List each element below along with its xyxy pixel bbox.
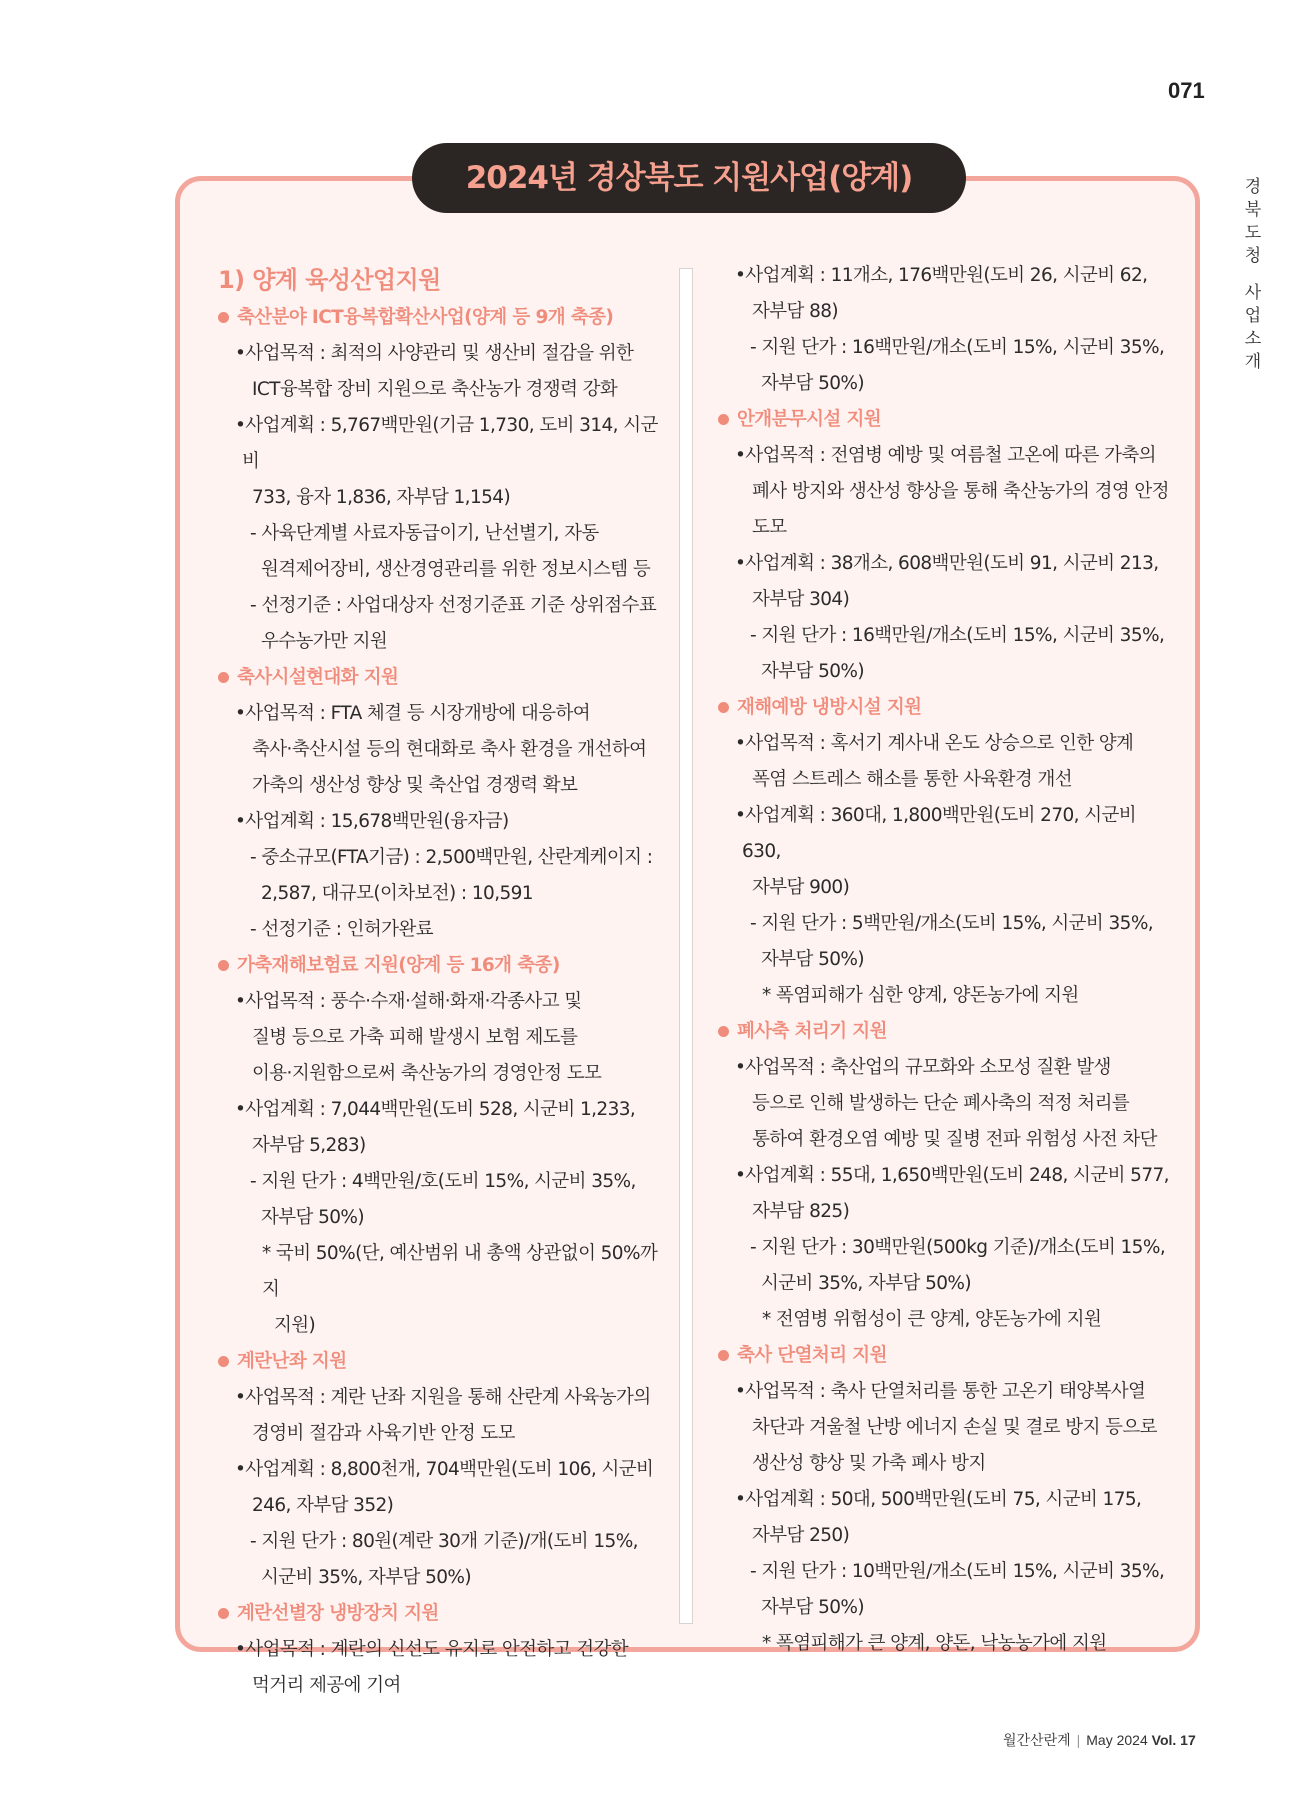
side-char: 경	[1244, 177, 1262, 197]
body-line: - 지원 단가 : 80원(계란 30개 기준)/개(도비 15%,	[250, 1531, 638, 1552]
body-line: 이용·지원함으로써 축산농가의 경영안정 도모	[252, 1063, 602, 1084]
item-heading-text: 계란난좌 지원	[237, 1351, 347, 1372]
body-line: * 전염병 위험성이 큰 양계, 양돈농가에 지원	[762, 1309, 1102, 1330]
body-line: 246, 자부담 352)	[252, 1495, 394, 1516]
body-line: 축사·축산시설 등의 현대화로 축사 환경을 개선하여	[252, 739, 647, 760]
body-line: •사업계획 : 55대, 1,650백만원(도비 248, 시군비 577,	[735, 1165, 1169, 1186]
body-line: •사업계획 : 8,800천개, 704백만원(도비 106, 시군비	[235, 1459, 654, 1480]
item-heading	[218, 300, 673, 336]
item-heading-text: 폐사축 처리기 지원	[737, 1021, 887, 1042]
body-line: 733, 융자 1,836, 자부담 1,154)	[252, 487, 511, 508]
body-line: 경영비 절감과 사육기반 안정 도모	[252, 1423, 515, 1444]
body-line: 지원)	[274, 1315, 316, 1336]
left-column	[218, 258, 673, 1704]
body-line: 자부담 50%)	[761, 1597, 865, 1618]
body-line: 가축의 생산성 향상 및 축산업 경쟁력 확보	[252, 775, 578, 796]
body-line: - 지원 단가 : 30백만원(500kg 기준)/개소(도비 15%,	[750, 1237, 1166, 1258]
body-line: •사업계획 : 50대, 500백만원(도비 75, 시군비 175,	[735, 1489, 1142, 1510]
body-line: - 지원 단가 : 16백만원/개소(도비 15%, 시군비 35%,	[750, 625, 1165, 646]
body-line: •사업목적 : 최적의 사양관리 및 생산비 절감을 위한	[235, 343, 634, 364]
body-line: •사업목적 : 전염병 예방 및 여름철 고온에 따른 가축의	[735, 445, 1156, 466]
body-line: 먹거리 제공에 기여	[252, 1675, 401, 1696]
bullet-dot-icon	[218, 1608, 229, 1619]
body-line: * 폭염피해가 심한 양계, 양돈농가에 지원	[762, 985, 1079, 1006]
body-line: •사업목적 : 혹서기 계사내 온도 상승으로 인한 양계	[735, 733, 1134, 754]
body-line: 도모	[752, 517, 787, 538]
body-line: 폐사 방지와 생산성 향상을 통해 축산농가의 경영 안정	[752, 481, 1169, 502]
body-line: •사업목적 : FTA 체결 등 시장개방에 대응하여	[235, 703, 591, 724]
body-line: 자부담 304)	[752, 589, 850, 610]
item-heading-text: 축산분야 ICT융복합확산사업(양계 등 9개 축종)	[237, 307, 614, 328]
body-line: 등으로 인해 발생하는 단순 폐사축의 적정 처리를	[752, 1093, 1130, 1114]
side-char: 사	[1244, 283, 1262, 303]
body-line: - 중소규모(FTA기금) : 2,500백만원, 산란계케이지 :	[250, 847, 653, 868]
body-line: 자부담 5,283)	[252, 1135, 366, 1156]
bullet-dot-icon	[218, 1356, 229, 1367]
body-line: 시군비 35%, 자부담 50%)	[261, 1567, 472, 1588]
page-number: 071	[1168, 78, 1205, 103]
bullet-dot-icon	[218, 960, 229, 971]
body-line: 2,587, 대규모(이차보전) : 10,591	[261, 883, 533, 904]
item-heading	[718, 690, 1178, 726]
item-heading	[218, 660, 673, 696]
body-line: 자부담 88)	[752, 301, 839, 322]
page-title: 2024년 경상북도 지원사업(양계)	[412, 143, 966, 213]
body-line: * 국비 50%(단, 예산범위 내 총액 상관없이 50%까지	[262, 1243, 658, 1300]
footer: 월간산란계 | May 2024 Vol. 17	[1003, 1732, 1196, 1748]
body-line: 폭염 스트레스 해소를 통한 사육환경 개선	[752, 769, 1073, 790]
item-heading-text: 재해예방 냉방시설 지원	[737, 697, 922, 718]
bullet-dot-icon	[718, 1350, 729, 1361]
body-line: •사업계획 : 11개소, 176백만원(도비 26, 시군비 62,	[735, 265, 1148, 286]
left-lines	[218, 300, 673, 1704]
footer-date: May 2024	[1086, 1732, 1148, 1748]
body-line: ICT융복합 장비 지원으로 축산농가 경쟁력 강화	[252, 379, 618, 400]
body-line: •사업목적 : 축사 단열처리를 통한 고온기 태양복사열	[735, 1381, 1146, 1402]
footer-magazine: 월간산란계	[1003, 1732, 1071, 1748]
body-line: 차단과 겨울철 난방 에너지 손실 및 결로 방지 등으로	[752, 1417, 1157, 1438]
item-heading	[218, 1596, 673, 1632]
bullet-dot-icon	[218, 312, 229, 323]
body-line: - 선정기준 : 사업대상자 선정기준표 기준 상위점수표	[250, 595, 657, 616]
side-section-label	[1241, 176, 1265, 374]
body-line: 질병 등으로 가축 피해 발생시 보험 제도를	[252, 1027, 578, 1048]
body-line: •사업계획 : 15,678백만원(융자금)	[235, 811, 509, 832]
body-line: •사업계획 : 38개소, 608백만원(도비 91, 시군비 213,	[735, 553, 1159, 574]
side-char: 개	[1244, 352, 1262, 372]
body-line: 자부담 825)	[752, 1201, 850, 1222]
footer-volume: Vol. 17	[1151, 1732, 1196, 1748]
body-line: * 폭염피해가 큰 양계, 양돈, 낙농농가에 지원	[762, 1633, 1107, 1654]
body-line: - 지원 단가 : 4백만원/호(도비 15%, 시군비 35%,	[250, 1171, 636, 1192]
bullet-dot-icon	[218, 672, 229, 683]
body-line: 우수농가만 지원	[261, 631, 388, 652]
column-divider	[679, 268, 693, 1624]
side-char: 북	[1244, 200, 1262, 220]
body-line: •사업목적 : 계란 난좌 지원을 통해 산란계 사육농가의	[235, 1387, 651, 1408]
bullet-dot-icon	[718, 1026, 729, 1037]
body-line: 자부담 50%)	[761, 949, 865, 970]
side-char: 청	[1244, 246, 1262, 266]
item-heading-text: 축사시설현대화 지원	[237, 667, 399, 688]
body-line: •사업계획 : 7,044백만원(도비 528, 시군비 1,233,	[235, 1099, 636, 1120]
item-heading-text: 안개분무시설 지원	[737, 409, 882, 430]
bullet-dot-icon	[718, 702, 729, 713]
section-heading: 1) 양계 육성산업지원	[218, 266, 441, 294]
item-heading	[718, 402, 1178, 438]
body-line: 자부담 900)	[752, 877, 850, 898]
body-line: - 선정기준 : 인허가완료	[250, 919, 433, 940]
item-heading-text: 가축재해보험료 지원(양계 등 16개 축종)	[237, 955, 560, 976]
body-line: - 사육단계별 사료자동급이기, 난선별기, 자동	[250, 523, 599, 544]
body-line: 자부담 50%)	[761, 373, 865, 394]
body-line: 자부담 50%)	[261, 1207, 365, 1228]
body-line: •사업목적 : 풍수·수재·설해·화재·각종사고 및	[235, 991, 582, 1012]
bullet-dot-icon	[718, 414, 729, 425]
body-line: 원격제어장비, 생산경영관리를 위한 정보시스템 등	[261, 559, 651, 580]
body-line: •사업목적 : 계란의 신선도 유지로 안전하고 건강한	[235, 1639, 629, 1660]
item-heading	[218, 1344, 673, 1380]
body-line: •사업계획 : 5,767백만원(기금 1,730, 도비 314, 시군비	[235, 415, 658, 472]
item-heading-text: 계란선별장 냉방장치 지원	[237, 1603, 439, 1624]
body-line: 시군비 35%, 자부담 50%)	[761, 1273, 972, 1294]
body-line: - 지원 단가 : 5백만원/개소(도비 15%, 시군비 35%,	[750, 913, 1154, 934]
item-heading	[718, 1338, 1178, 1374]
body-line: - 지원 단가 : 10백만원/개소(도비 15%, 시군비 35%,	[750, 1561, 1165, 1582]
side-char: 업	[1244, 306, 1262, 326]
body-line: 통하여 환경오염 예방 및 질병 전파 위험성 사전 차단	[752, 1129, 1157, 1150]
body-line: 자부담 50%)	[761, 661, 865, 682]
body-line: - 지원 단가 : 16백만원/개소(도비 15%, 시군비 35%,	[750, 337, 1165, 358]
side-char: 소	[1244, 329, 1262, 349]
body-line: 자부담 250)	[752, 1525, 850, 1546]
item-heading	[718, 1014, 1178, 1050]
item-heading-text: 축사 단열처리 지원	[737, 1345, 887, 1366]
body-line: •사업계획 : 360대, 1,800백만원(도비 270, 시군비 630,	[735, 805, 1137, 862]
item-heading	[218, 948, 673, 984]
right-lines	[718, 258, 1178, 1662]
body-line: 생산성 향상 및 가축 폐사 방지	[752, 1453, 986, 1474]
side-char: 도	[1244, 223, 1262, 243]
body-line: •사업목적 : 축산업의 규모화와 소모성 질환 발생	[735, 1057, 1111, 1078]
right-column	[718, 258, 1178, 1662]
